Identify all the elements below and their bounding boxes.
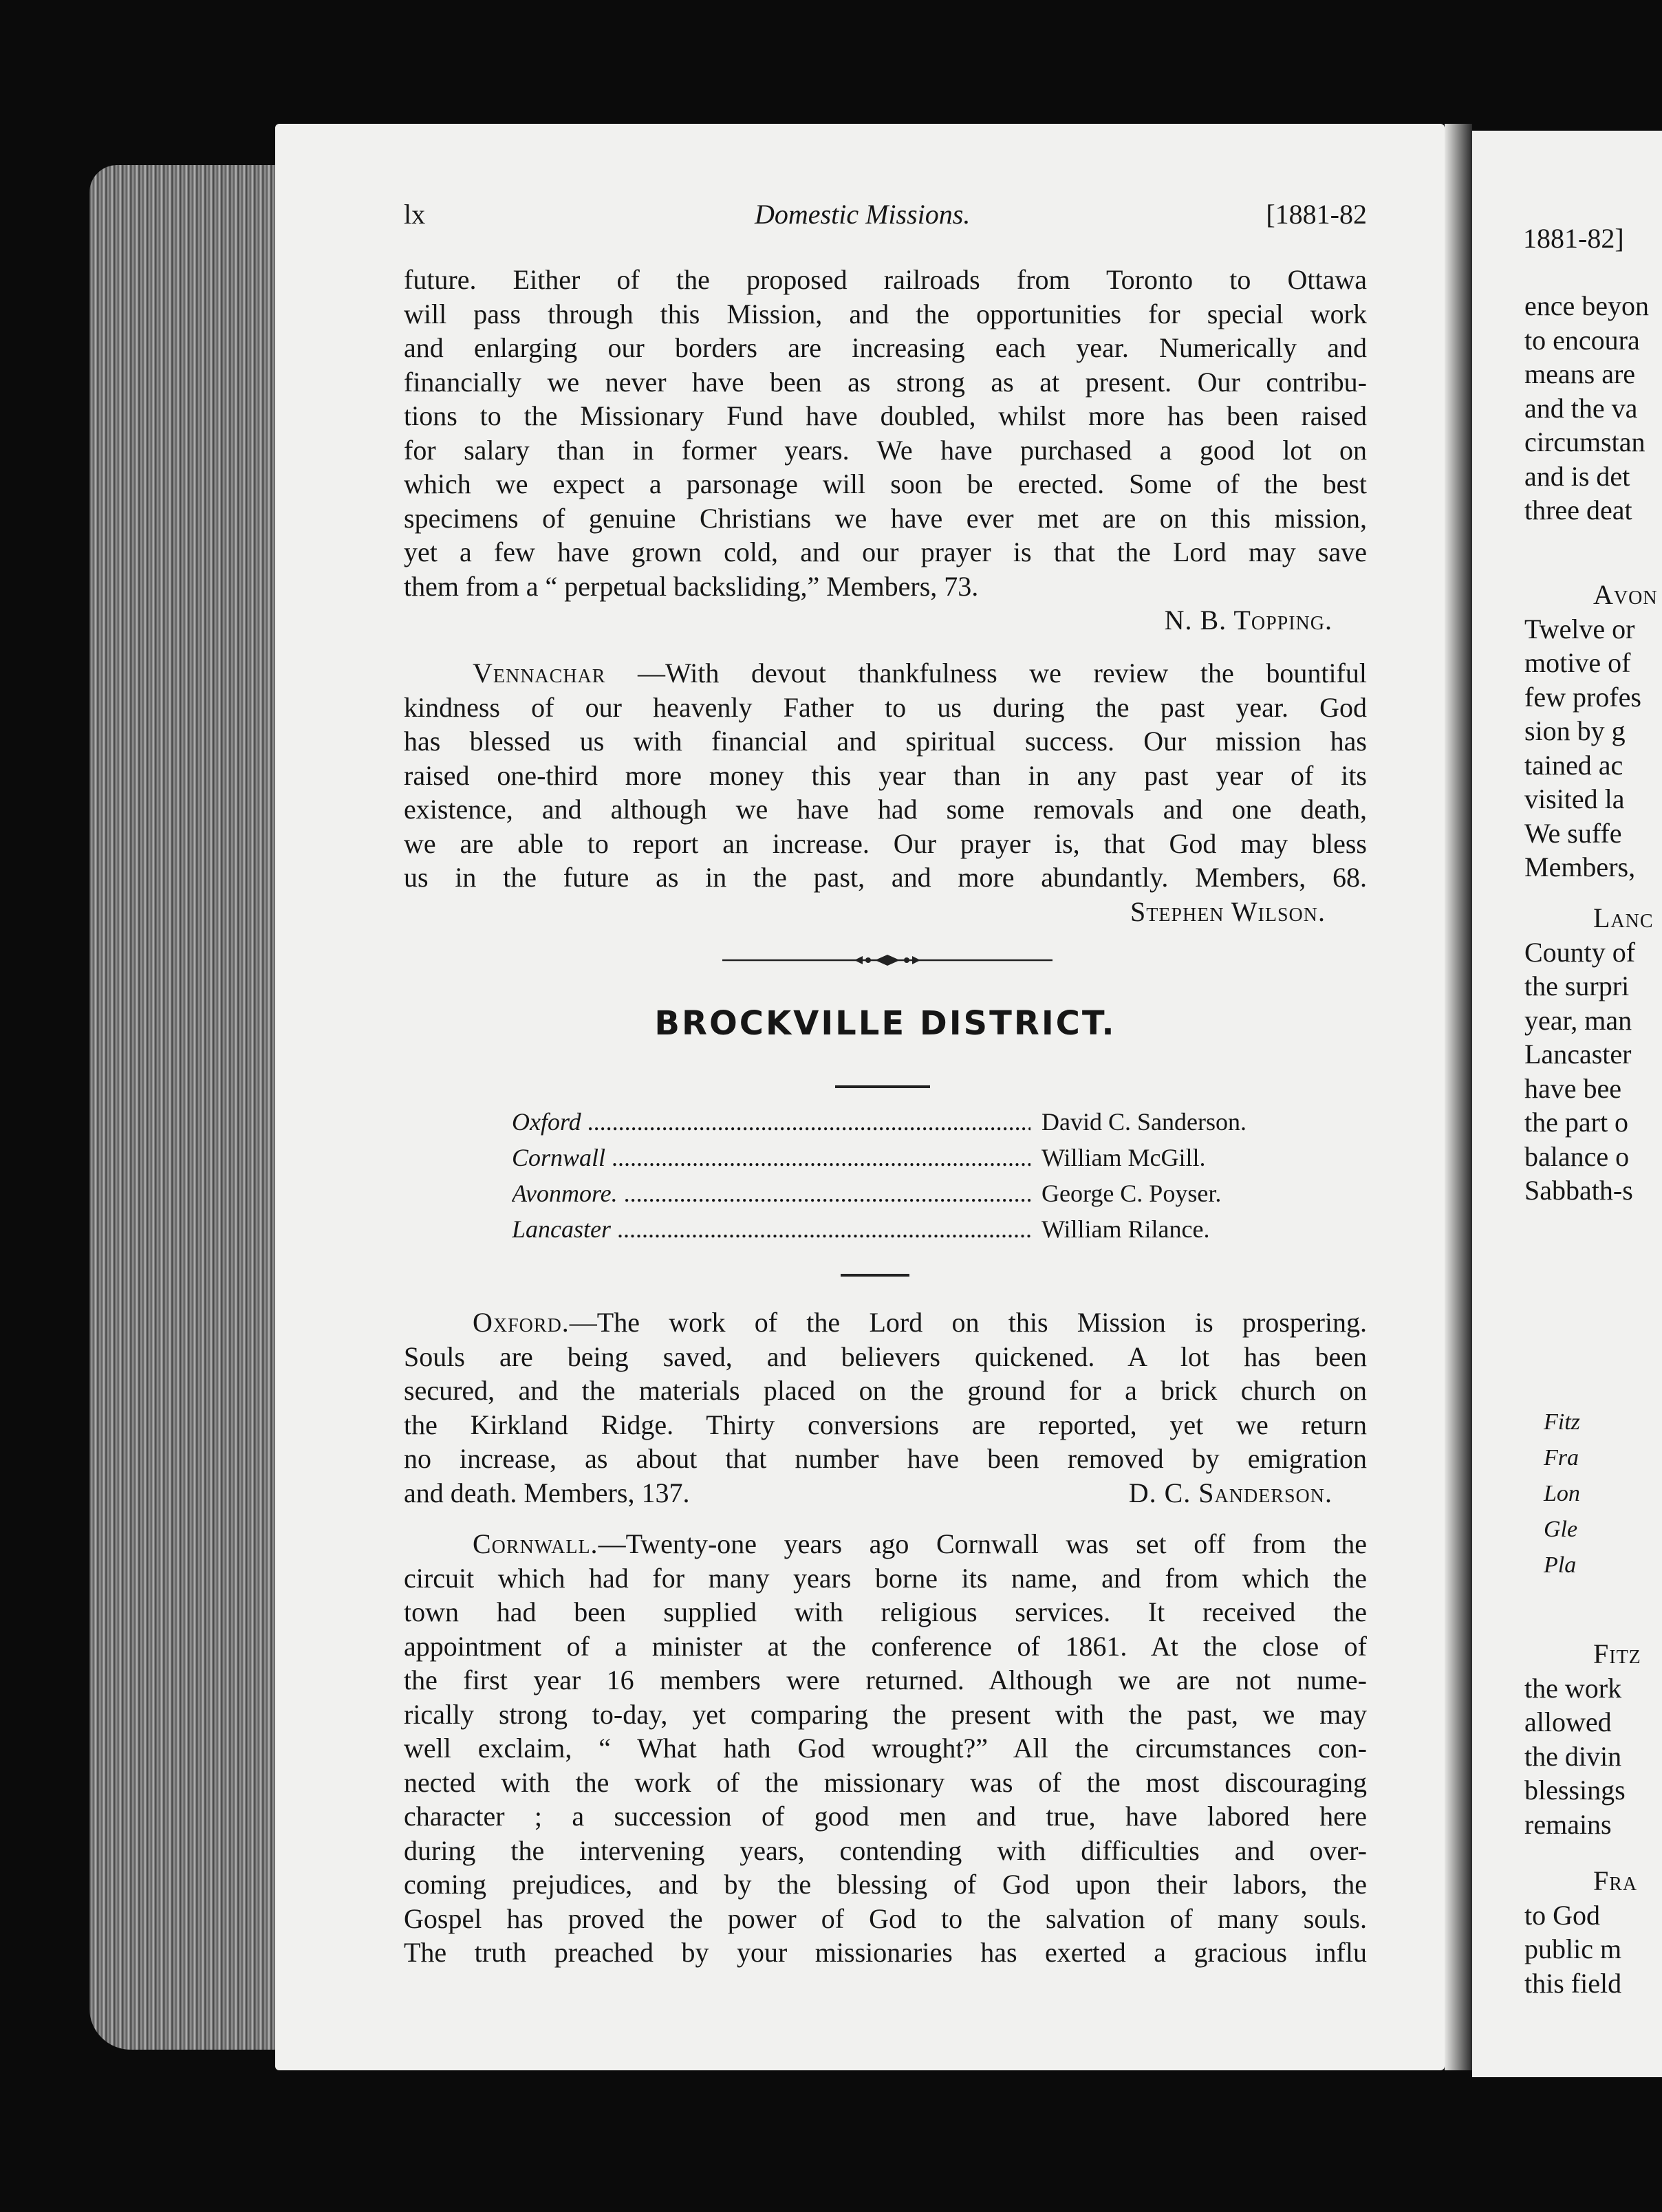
list-item [512,1143,1289,1179]
text-line: Gospel has proved the power of God to the salvation of many souls. [404,1902,1367,1934]
right-block-4 [1524,1637,1662,1841]
text-line: no increase, as about that number have been removed by emigration [404,1443,1367,1474]
text-line: We suffe [1524,817,1622,849]
section-heading: Vennachar [473,658,606,688]
text-line: tions to the Missionary Fund have doubled, whilst more has been raised [404,400,1367,431]
text-line: and the va [1524,392,1638,424]
oxford-paragraph [404,1305,1367,1510]
appointment-place: Fitz [1544,1409,1580,1435]
text-line: The truth preached by your missionaries has exerted a gracious influ [404,1937,1367,1968]
text-line: ence beyon [1524,290,1650,321]
page-edges [89,165,296,2050]
text-line: visited la [1524,783,1625,814]
running-header [404,198,1367,239]
text-line: kindness of our heavenly Father to us during the past year. God [404,691,1367,723]
list-item [512,1179,1289,1215]
appointment-minister: David C. Sanderson. [1042,1108,1246,1136]
text-line: remains [1524,1808,1612,1840]
text-line: will pass through this Mission, and the opportunities for special work [404,298,1367,329]
text-line: the surpri [1524,971,1630,1001]
text-line: existence, and although we have had some removals and one death, [404,794,1367,825]
text-line: motive of [1524,647,1631,678]
appointment-place: Oxford ..... [512,1107,1030,1136]
text-line: which we expect a parsonage will soon be erected. Some of the best [404,468,1367,499]
appointment-place: Lancaster ..... [512,1215,1030,1244]
appointment-place: Avonmore. ..... [512,1179,1030,1208]
text-line: appointment of a minister at the conference of 1861. At the close of [404,1630,1367,1662]
cornwall-paragraph [404,1527,1367,1970]
running-title: Domestic Missions. [755,199,971,230]
text-line: Souls are being saved, and believers quickened. A lot has been [404,1341,1367,1372]
text-line: Cornwall.—Twenty-one years ago Cornwall was set off from the [473,1528,1367,1559]
text-line: Sabbath-s [1524,1175,1633,1206]
text-line: has blessed us with financial and spiritual success. Our mission has [404,726,1367,757]
text-line: year, man [1524,1004,1632,1036]
text-line: us in the future as in the past, and more abundantly. Members, 68. [404,862,1367,893]
right-appointments [1544,1405,1662,1583]
text-line: three deat [1524,495,1632,525]
page-number: lx [404,199,426,230]
text-line: character ; a succession of good men and true, have labored here [404,1801,1367,1832]
appointment-place: Gle [1544,1517,1578,1542]
text-line: town had been supplied with religious services. It received the [404,1596,1367,1627]
text-line: Twelve or [1524,613,1635,644]
text-line: this field [1524,1967,1622,1999]
text-line: balance o [1524,1140,1630,1172]
text-line: and is det [1524,460,1630,492]
text-line: public m [1524,1933,1622,1964]
text-line: means are [1524,358,1636,389]
right-block-3 [1524,901,1662,1208]
appointment-place: Lon [1544,1481,1580,1506]
text-line: the divin [1524,1740,1622,1772]
text-line: specimens of genuine Christians we have ever met are on this mission, [404,502,1367,534]
header-year: [1881-82 [1266,199,1367,230]
list-rule [841,1274,909,1277]
appointment-place: Fra [1544,1445,1579,1471]
appointment-place: Pla [1544,1552,1577,1578]
signature: D. C. Sanderson. [1128,1477,1332,1508]
signature: Stephen Wilson. [1130,896,1326,927]
section-heading: Lanc [1593,902,1654,933]
text-line: circuit which had for many years borne its name, and from which the [404,1562,1367,1594]
right-block-1 [1524,289,1662,528]
section-heading: Avon [1593,579,1658,610]
appointment-place: Cornwall ..... [512,1143,1030,1172]
right-block-5 [1524,1864,1662,2000]
text-line: tained ac [1524,749,1623,781]
title-rule [835,1085,930,1088]
section-heading: Oxford. [473,1307,570,1338]
appointments-list [512,1107,1289,1250]
text-line: Vennachar —With devout thankfulness we review the bountiful [473,658,1367,688]
text-line: have bee [1524,1072,1622,1104]
signature: N. B. Topping. [1164,605,1332,636]
text-line: coming prejudices, and by the blessing of God upon their labors, the [404,1869,1367,1900]
text-line: during the intervening years, contending with difficulties and over- [404,1834,1367,1866]
text-line: Members, [1524,852,1636,882]
text-line: and death. Members, 137. D. C. Sanderson. [404,1476,1367,1510]
text-line: to encoura [1524,324,1640,356]
text-line: County of [1524,936,1636,968]
text-line: we are able to report an increase. Our prayer is, that God may bless [404,827,1367,859]
text-line: sion by g [1524,715,1626,746]
appointment-minister: George C. Poyser. [1042,1180,1222,1207]
text-line: well exclaim, “ What hath God wrought?” All the circumstances con- [404,1733,1367,1764]
list-item [512,1215,1289,1250]
section-heading: Cornwall. [473,1528,598,1559]
text-line: yet a few have grown cold, and our prayer is that the Lord may save [404,536,1367,567]
text-line: rically strong to-day, yet comparing the present with the past, we may [404,1698,1367,1730]
text-line: the first year 16 members were returned. Although we are not nume- [404,1665,1367,1695]
text-line: Oxford.—The work of the Lord on this Mission is prospering. [473,1307,1367,1338]
text-line: financially we never have been as strong as at present. Our contribu- [404,366,1367,398]
appointment-minister: William McGill. [1042,1144,1206,1171]
intro-paragraph [404,263,1367,638]
text-line: to God [1524,1899,1600,1931]
text-line: the work [1524,1672,1622,1704]
ornament-divider [722,952,1053,968]
text-line: the Kirkland Ridge. Thirty conversions are reported, yet we return [404,1409,1367,1440]
text-line: secured, and the materials placed on the ground for a brick church on [404,1375,1367,1406]
list-item [512,1107,1289,1143]
vennachar-paragraph [404,656,1367,929]
text-line: for salary than in former years. We have purchased a good lot on [404,434,1367,466]
text-line: raised one-third more money this year than in any past year of its [404,759,1367,791]
text-line: nected with the work of the missionary was of the most discouraging [404,1766,1367,1798]
text-line: future. Either of the proposed railroads from Toronto to Ottawa [404,264,1367,295]
appointment-minister: William Rilance. [1042,1215,1210,1243]
text-line: allowed [1524,1706,1612,1737]
right-header-year: 1881-82] [1523,223,1624,254]
book-gutter [1445,124,1472,2070]
right-block-2 [1524,578,1662,885]
text-line: few profes [1524,681,1641,713]
district-title: BROCKVILLE DISTRICT. [654,1004,1116,1043]
text-line: and enlarging our borders are increasing each year. Numerically and [404,332,1367,363]
text-line: the part o [1524,1107,1629,1138]
section-heading: Fra [1593,1865,1638,1896]
text-line: them from a “ perpetual backsliding,” Members, 73. [404,570,979,602]
text-line: blessings [1524,1775,1626,1806]
section-heading: Fitz [1593,1638,1641,1669]
text-line: circumstan [1524,426,1645,457]
text-line: Lancaster [1524,1039,1632,1070]
